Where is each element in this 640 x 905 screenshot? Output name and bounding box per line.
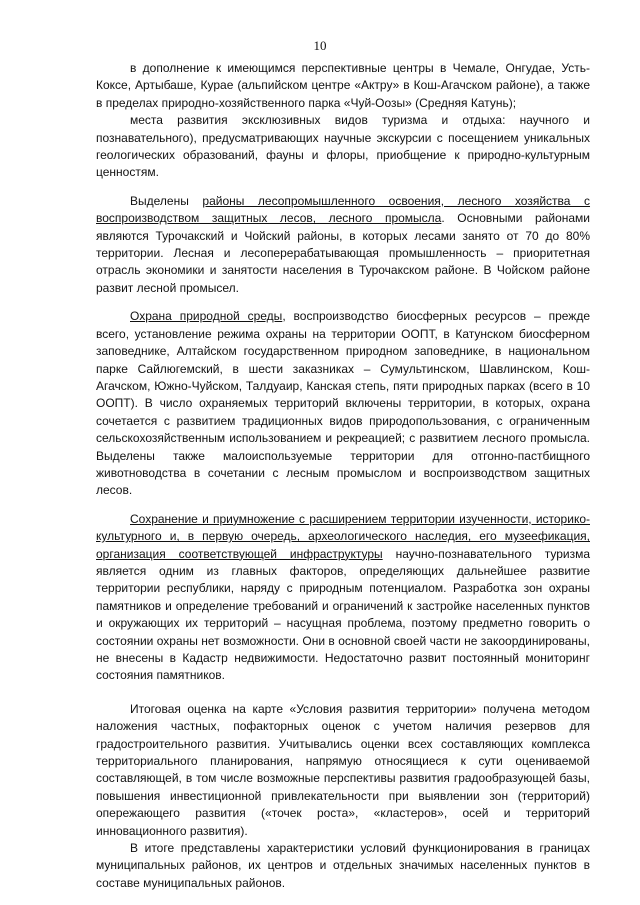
- paragraph-forestry-regions: [96, 193, 590, 297]
- underlined-heading: Сохранение и приумножение с расширением территории изученности, историко-культурного и, в первую очередь, археологического наследия, его музеефикация, организация соответствующей инфраструктуры: [96, 511, 590, 561]
- paragraph-text: Выделены: [130, 193, 203, 208]
- page-number: 10: [313, 38, 327, 53]
- paragraph-text: , воспроизводство биосферных ресурсов – прежде всего, установление режима охраны на территории ООПТ, в Катунском биосферном заповеднике, Алтайском государственном природном заповеднике, в национальном парке Сайлюгемский, в шести заказниках – Сумультинском, Шавлинском, Кош-Агачском, Южно-Чуйском, Талдуаир, Канская степь, пяти природных парках (всего в 10 ООПТ). В число охраняемых территорий включены территории, в которых, охрана сочетается с развитием традиционных видов природопользования, с ограниченным сельскохозяйственным использованием и рекреацией; с развитием лесного промысла. Выделены также малоиспользуемые территории для отгонно-пастбищного животноводства в сочетании с лесным промыслом и воспроизводством защитных лесов.: [96, 309, 590, 498]
- paragraph-text: В итоге представлены характеристики условий функционирования в границах муниципальных районов, их центров и отдельных значимых населенных пунктов в составе муниципальных районов.: [96, 841, 590, 890]
- underlined-heading: районы лесопромышленного освоения, лесного хозяйства с воспроизводством защитных лесов, лесного промысла: [96, 193, 591, 226]
- document-body: [96, 60, 590, 892]
- paragraph-text: . Основными районами являются Турочакский и Чойский районы, в которых лесами занято от 70 до 80% территории. Лесная и лесоперерабатывающая промышленность – приоритетная отрасль экономики и занятости населения в Турочакском районе. В Чойском районе развит лесной промысел.: [96, 211, 590, 295]
- paragraph-text: места развития эксклюзивных видов туризма и отдыха: научного и познавательного), предусматривающих научные экскурсии с посещением уникальных геологических образований, фауны и флоры, приобщение к природно-культурным ценностям.: [96, 113, 590, 180]
- paragraph-nature-protection: [96, 308, 590, 499]
- paragraph-tourism-centers: [96, 60, 590, 112]
- paragraph-text: научно-познавательного туризма является одним из главных факторов, определяющих дальнейшее развитие территории республики, наряду с природным потенциалом. Разработка зон охраны памятников и определение требований и ограничений к застройке населенных пунктов и окружающих их территорий – насущная проблема, поэтому предметно говорить о состоянии охраны нет возможности. Они в основной своей части не закоординированы, не внесены в Кадастр недвижимости. Недостаточно развит постоянный мониторинг состояния памятников.: [96, 546, 590, 683]
- paragraph-text: в дополнение к имеющимся перспективные центры в Чемале, Онгудае, Усть-Коксе, Артыбаше, Курае (альпийском центре «Актру» в Кош-Агачском районе), а также в пределах природно-хозяйственного парка «Чуй-Оозы» (Средняя Катунь);: [96, 61, 590, 110]
- paragraph-exclusive-tourism: [96, 112, 590, 182]
- paragraph-summary: [96, 840, 590, 892]
- paragraph-text: Итоговая оценка на карте «Условия развития территории» получена методом наложения частных, пофакторных оценок с учетом наличия резервов для градостроительного развития. Учитывались оценки всех составляющих комплекса территориального планирования, напрямую относящиеся к сути оцениваемой составляющей, в том числе возможные перспективы развития градообразующей базы, повышения инвестиционной привлекательности при выявлении зон (территорий) опережающего развития («точек роста», «кластеров», осей и территорий инновационного развития).: [96, 701, 590, 838]
- paragraph-heritage: [96, 511, 590, 685]
- paragraph-final-assessment: [96, 701, 590, 840]
- underlined-heading: Охрана природной среды: [130, 309, 283, 324]
